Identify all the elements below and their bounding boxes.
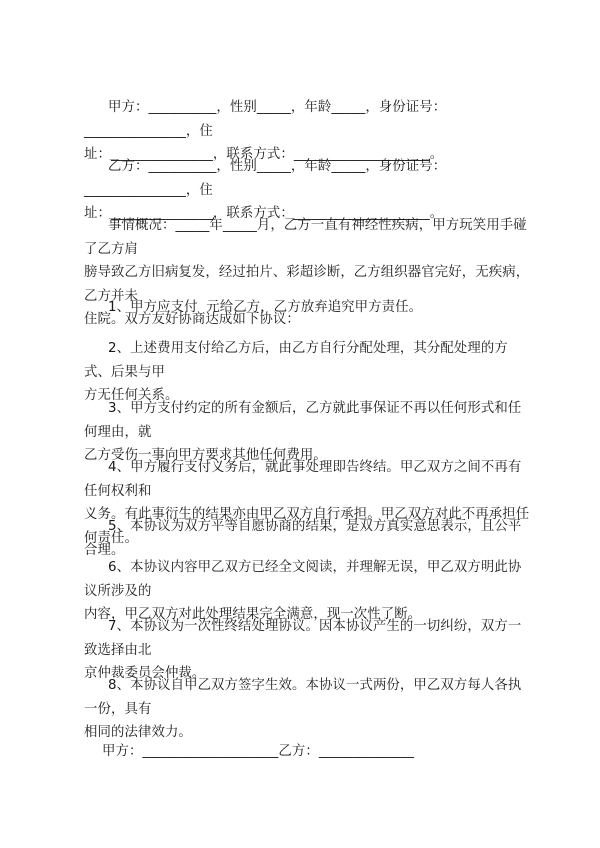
- situation-line3: 住院。双方友好协商达成如下协议：: [84, 312, 300, 327]
- party-b-line1: 乙方：__________，性别_____，年龄_____，身份证号：_______________，住: [84, 159, 447, 198]
- situation-line2: 膀导致乙方旧病复发，经过拍片、彩超诊断，乙方组织器官完好，无疾病，乙方并未: [84, 265, 530, 304]
- party-a-line2: 址：_______________，联系方式：____________________。: [84, 147, 444, 162]
- clause-8: [84, 674, 534, 745]
- clause-4-line2: 义务。有此事衍生的结果亦由甲乙双方自行承担。甲乙双方对此不再承担任何责任。: [84, 507, 530, 546]
- clause-4-line1: 4、甲方履行支付义务后，就此事处理即告终结。甲乙双方之间不再有任何权利和: [84, 460, 522, 499]
- clause-6-line2: 内容，甲乙双方对此处理结果完全满意，现一次性了断。: [84, 607, 422, 622]
- clause-1: [84, 296, 534, 320]
- signature-line: [84, 740, 534, 764]
- clause-2-line1: 2、上述费用支付给乙方后，由乙方自行分配处理，其分配处理的方式、后果与甲: [84, 341, 508, 380]
- clause-2-line2: 方无任何关系。: [84, 388, 179, 403]
- signature-text: 甲方：____________________乙方：______________: [102, 744, 414, 759]
- clause-5: [84, 515, 534, 562]
- clause-8-line1: 8、本协议自甲乙双方签字生效。本协议一式两份，甲乙双方每人各执一份，具有: [84, 678, 522, 717]
- clause-7-line2: 京仲裁委员会仲裁。: [84, 666, 206, 681]
- clause-5-line1: 5、本协议为双方平等自愿协商的结果，是双方真实意思表示，且公平合理。: [84, 519, 522, 558]
- clause-1-line1: 1、甲方应支付 元给乙方，乙方放弃追究甲方责任。: [108, 300, 423, 315]
- clause-3-line1: 3、甲方支付约定的所有金额后，乙方就此事保证不再以任何形式和任何理由，就: [84, 401, 522, 440]
- situation-line1: 事情概况：_____年_____月，乙方一直有神经性疾病，甲方玩笑用手碰了乙方肩: [84, 218, 527, 257]
- clause-7-line1: 7、本协议为一次性终结处理协议。因本协议产生的一切纠纷，双方一致选择由北: [84, 619, 522, 658]
- party-b-line2: 址：_______________，联系方式：____________________。: [84, 206, 444, 221]
- clause-8-line2: 相同的法律效力。: [84, 725, 192, 740]
- clause-3-line2: 乙方受伤一事向甲方要求其他任何费用。: [84, 448, 327, 463]
- party-a-line1: 甲方：__________，性别_____，年龄_____，身份证号：_______________，住: [84, 100, 447, 139]
- clause-6-line1: 6、本协议内容甲乙双方已经全文阅读，并理解无误，甲乙双方明此协议所涉及的: [84, 560, 522, 599]
